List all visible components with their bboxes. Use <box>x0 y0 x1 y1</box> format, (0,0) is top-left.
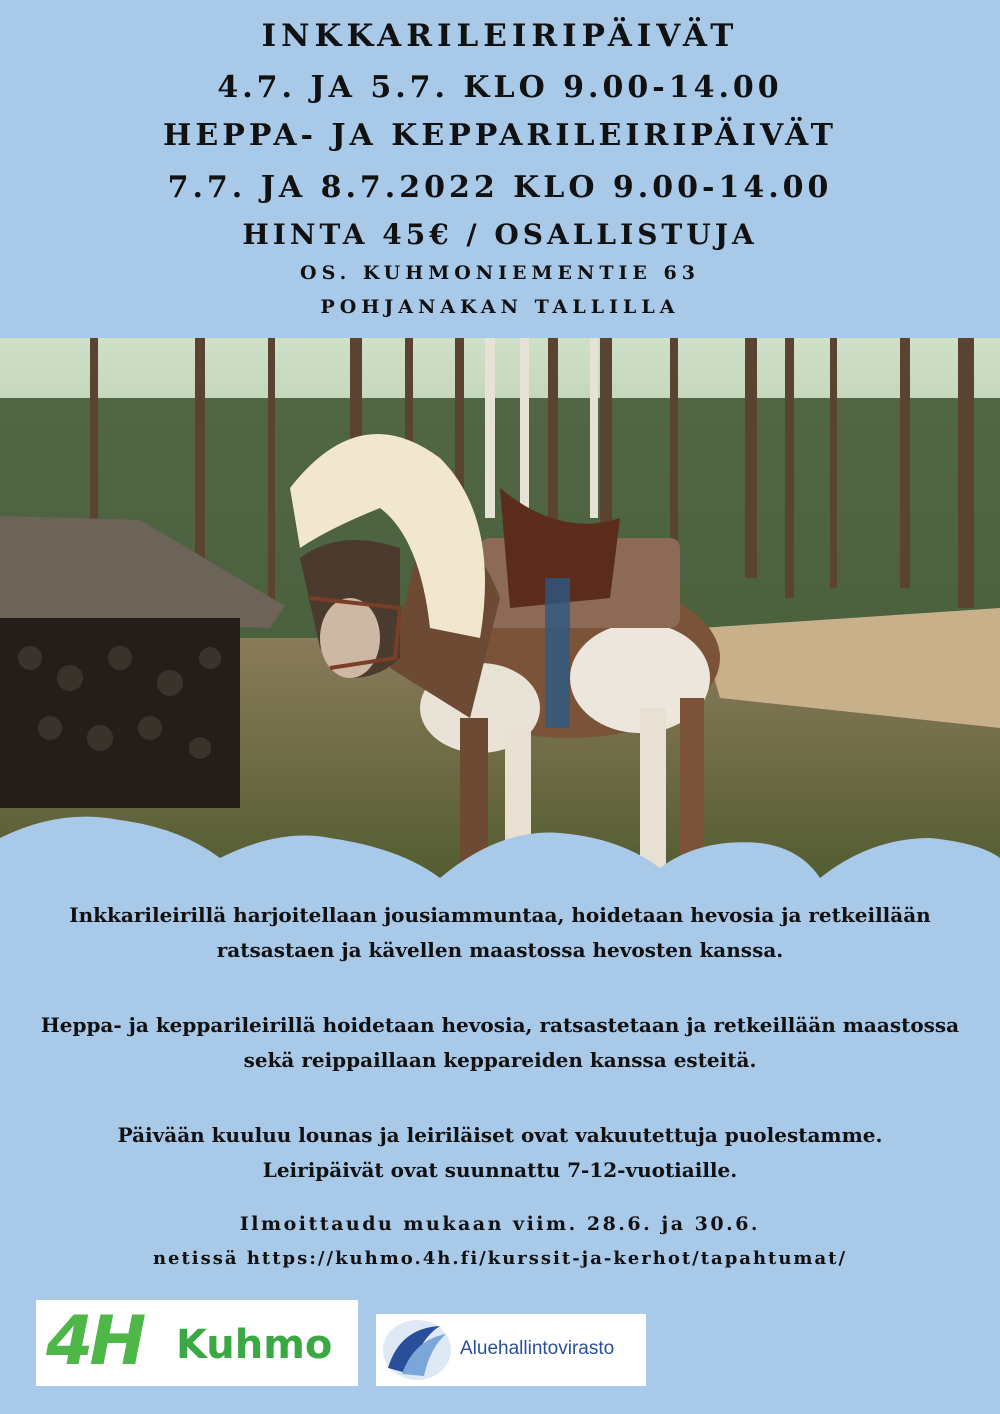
paragraph-heppa-line1: Heppa- ja kepparileirillä hoidetaan hevosia, ratsastetaan ja retkeillään maastossa <box>40 1013 960 1037</box>
avi-emblem-icon <box>380 1318 454 1382</box>
venue: POHJANAKAN TALLILLA <box>320 296 680 318</box>
price: HINTA 45€ / OSALLISTUJA <box>242 218 758 251</box>
paragraph-inkkari-line1: Inkkarileirillä harjoitellaan jousiammuntaa, hoidetaan hevosia ja retkeillään <box>69 903 931 927</box>
paragraph-lunch-line1: Päivään kuuluu lounas ja leiriläiset ovat vakuutettuja puolestamme. <box>117 1123 883 1147</box>
paragraph-inkkari-line2: ratsastaen ja kävellen maastossa hevosten kanssa. <box>216 938 784 962</box>
address: OS. KUHMONIEMENTIE 63 <box>300 262 700 284</box>
header <box>0 0 1000 338</box>
heppa-dates: 7.7. JA 8.7.2022 KLO 9.00-14.00 <box>167 170 833 205</box>
4h-logo-mark: 4H <box>46 1302 143 1381</box>
avi-logo-word: Aluehallintovirasto <box>460 1338 615 1359</box>
camp-title-inkkari: INKKARILEIRIPÄIVÄT <box>261 18 739 54</box>
4h-kuhmo-logo <box>36 1300 358 1386</box>
horse-photo <box>0 338 1000 898</box>
paragraph-lunch-line2: Leiripäivät ovat suunnattu 7-12-vuotiaille. <box>262 1158 738 1182</box>
4h-logo-word: Kuhmo <box>176 1322 333 1368</box>
paragraph-heppa <box>0 1008 1000 1078</box>
paragraph-inkkari <box>0 898 1000 968</box>
registration-deadline: Ilmoittaudu mukaan viim. 28.6. ja 30.6. <box>239 1213 761 1235</box>
registration-link[interactable]: netissä https://kuhmo.4h.fi/kurssit-ja-kerhot/tapahtumat/ <box>152 1248 848 1269</box>
inkkari-dates: 4.7. JA 5.7. KLO 9.00-14.00 <box>217 70 783 105</box>
aluehallintovirasto-logo <box>376 1314 646 1386</box>
camp-title-heppa: HEPPA- JA KEPPARILEIRIPÄIVÄT <box>163 118 837 153</box>
paragraph-lunch <box>0 1118 1000 1188</box>
paragraph-heppa-line2: sekä reippaillaan keppareiden kanssa esteitä. <box>243 1048 757 1072</box>
